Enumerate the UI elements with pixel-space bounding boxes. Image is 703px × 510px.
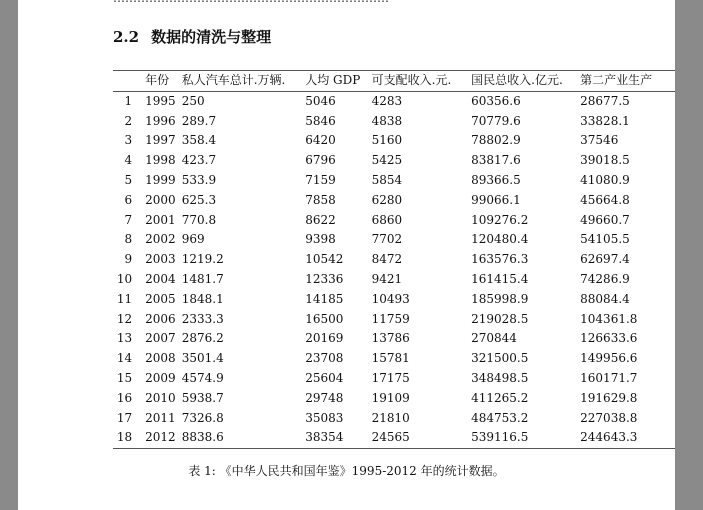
cell-gross-national-income: 321500.5 xyxy=(471,351,529,366)
cell-secondary-industry: 28677.5 xyxy=(580,93,630,108)
cell-private-cars: 533.9 xyxy=(181,172,217,187)
cell-secondary-industry: 149956.6 xyxy=(580,351,638,366)
cell-secondary-industry: 244643.3 xyxy=(580,430,638,445)
cell-disposable-income: 19109 xyxy=(371,390,410,405)
column-header-disposable-income: 可支配收入.元. xyxy=(371,73,452,87)
cell-year: 2008 xyxy=(145,351,176,366)
cell-secondary-industry: 39018.5 xyxy=(580,153,630,168)
cell-gross-national-income: 411265.2 xyxy=(471,390,529,405)
cell-secondary-industry: 88084.4 xyxy=(580,291,630,306)
table-row xyxy=(113,230,675,250)
cell-secondary-industry: 126633.6 xyxy=(580,331,638,346)
cell-private-cars: 3501.4 xyxy=(181,351,224,366)
cell-secondary-industry: 49660.7 xyxy=(580,212,630,227)
cell-gross-national-income: 185998.9 xyxy=(471,291,529,306)
table-row xyxy=(113,329,675,349)
cell-gross-national-income: 161415.4 xyxy=(471,271,529,286)
cell-year: 2011 xyxy=(145,410,176,425)
cell-gross-national-income: 70779.6 xyxy=(471,113,521,128)
cell-secondary-industry: 33828.1 xyxy=(580,113,630,128)
cell-private-cars: 1481.7 xyxy=(181,271,224,286)
cell-year: 1995 xyxy=(145,93,176,108)
cell-gross-national-income: 99066.1 xyxy=(471,192,521,207)
cell-row-index: 7 xyxy=(124,212,133,227)
cell-row-index: 9 xyxy=(124,252,133,267)
cell-gross-national-income: 83817.6 xyxy=(471,153,521,168)
cell-secondary-industry: 45664.8 xyxy=(580,192,630,207)
table-body xyxy=(113,91,675,448)
cell-secondary-industry: 54105.5 xyxy=(580,232,630,247)
cell-private-cars: 2876.2 xyxy=(181,331,224,346)
cell-gdp-per-capita: 25604 xyxy=(305,370,344,385)
cell-gdp-per-capita: 14185 xyxy=(305,291,344,306)
cell-disposable-income: 4838 xyxy=(371,113,403,128)
cell-private-cars: 5938.7 xyxy=(181,390,224,405)
table-row xyxy=(113,389,675,409)
cell-gross-national-income: 60356.6 xyxy=(471,93,521,108)
cell-gdp-per-capita: 16500 xyxy=(305,311,344,326)
table-row xyxy=(113,191,675,211)
cell-disposable-income: 5854 xyxy=(371,172,403,187)
cell-gdp-per-capita: 5046 xyxy=(305,93,336,108)
cell-secondary-industry: 74286.9 xyxy=(580,271,630,286)
cell-disposable-income: 13786 xyxy=(371,331,410,346)
table-row xyxy=(113,270,675,290)
cell-year: 2006 xyxy=(145,311,176,326)
cell-row-index: 17 xyxy=(116,410,133,425)
cell-row-index: 10 xyxy=(116,271,133,286)
cell-row-index: 13 xyxy=(116,331,133,346)
cell-gross-national-income: 89366.5 xyxy=(471,172,521,187)
table-header-row xyxy=(113,71,675,92)
cell-disposable-income: 6860 xyxy=(371,212,403,227)
cell-year: 2003 xyxy=(145,252,176,267)
cell-row-index: 18 xyxy=(116,430,133,445)
cell-secondary-industry: 227038.8 xyxy=(580,410,638,425)
cell-year: 1996 xyxy=(145,113,176,128)
cell-secondary-industry: 104361.8 xyxy=(580,311,638,326)
cell-gdp-per-capita: 9398 xyxy=(305,232,336,247)
cell-row-index: 8 xyxy=(124,232,133,247)
cell-year: 2004 xyxy=(145,271,176,286)
cell-row-index: 14 xyxy=(116,351,133,366)
table-row xyxy=(113,250,675,270)
cell-gross-national-income: 109276.2 xyxy=(471,212,529,227)
cell-row-index: 5 xyxy=(124,172,133,187)
section-title: 数据的清洗与整理 xyxy=(151,28,272,46)
cell-gdp-per-capita: 12336 xyxy=(305,271,344,286)
cell-secondary-industry: 191629.8 xyxy=(580,390,638,405)
cell-disposable-income: 21810 xyxy=(371,410,410,425)
column-header-private-cars: 私人汽车总计.万辆. xyxy=(181,73,286,87)
previous-line-fragment xyxy=(113,0,389,5)
cell-disposable-income: 15781 xyxy=(371,351,410,366)
cell-row-index: 15 xyxy=(116,370,133,385)
column-header-row-index xyxy=(113,71,145,92)
cell-disposable-income: 5425 xyxy=(371,153,403,168)
section-heading xyxy=(113,26,271,47)
cell-disposable-income: 8472 xyxy=(371,252,403,267)
cell-secondary-industry: 41080.9 xyxy=(580,172,630,187)
cell-disposable-income: 4283 xyxy=(371,93,403,108)
table-row xyxy=(113,409,675,429)
cell-private-cars: 358.4 xyxy=(181,133,217,148)
cell-gdp-per-capita: 8622 xyxy=(305,212,336,227)
column-header-gdp-per-capita: 人均 GDP xyxy=(305,73,361,87)
table-row xyxy=(113,369,675,389)
cell-disposable-income: 6280 xyxy=(371,192,403,207)
cell-private-cars: 4574.9 xyxy=(181,370,224,385)
cell-disposable-income: 10493 xyxy=(371,291,410,306)
table-row xyxy=(113,151,675,171)
cell-gdp-per-capita: 23708 xyxy=(305,351,344,366)
cell-row-index: 11 xyxy=(116,291,133,306)
cell-private-cars: 625.3 xyxy=(181,192,217,207)
cell-private-cars: 289.7 xyxy=(181,113,217,128)
cell-gross-national-income: 270844 xyxy=(471,331,517,346)
cell-row-index: 16 xyxy=(116,390,133,405)
document-page xyxy=(18,0,675,510)
cell-year: 1997 xyxy=(145,133,176,148)
cell-year: 2000 xyxy=(145,192,176,207)
cell-private-cars: 1848.1 xyxy=(181,291,224,306)
cell-year: 2009 xyxy=(145,370,176,385)
cell-row-index: 2 xyxy=(124,113,133,128)
table-row xyxy=(113,91,675,111)
table-row xyxy=(113,171,675,191)
cell-year: 2007 xyxy=(145,331,176,346)
column-header-gross-national-income: 国民总收入.亿元. xyxy=(471,73,563,87)
cell-private-cars: 1219.2 xyxy=(181,252,224,267)
table-row xyxy=(113,112,675,132)
cell-gdp-per-capita: 20169 xyxy=(305,331,344,346)
cell-row-index: 6 xyxy=(124,192,133,207)
cell-disposable-income: 5160 xyxy=(371,133,403,148)
cell-gdp-per-capita: 6796 xyxy=(305,153,336,168)
table-row xyxy=(113,290,675,310)
cell-row-index: 4 xyxy=(124,153,133,168)
cell-year: 2012 xyxy=(145,430,176,445)
table-row xyxy=(113,211,675,231)
cell-gross-national-income: 120480.4 xyxy=(471,232,529,247)
column-header-secondary-industry: 第二产业生产 xyxy=(580,73,653,87)
cell-gdp-per-capita: 7858 xyxy=(305,192,336,207)
cell-row-index: 12 xyxy=(116,311,133,326)
cell-secondary-industry: 37546 xyxy=(580,133,619,148)
cell-gdp-per-capita: 6420 xyxy=(305,133,336,148)
cell-year: 1999 xyxy=(145,172,176,187)
cell-gdp-per-capita: 38354 xyxy=(305,430,344,445)
cell-gross-national-income: 163576.3 xyxy=(471,252,529,267)
cell-gdp-per-capita: 7159 xyxy=(305,172,336,187)
cell-row-index: 3 xyxy=(124,133,133,148)
table-caption: 表 1: 《中华人民共和国年鉴》1995-2012 年的统计数据。 xyxy=(188,464,505,478)
cell-private-cars: 8838.6 xyxy=(181,430,224,445)
statistics-table xyxy=(113,70,675,449)
cell-disposable-income: 24565 xyxy=(371,430,410,445)
cell-gross-national-income: 348498.5 xyxy=(471,370,529,385)
cell-gdp-per-capita: 5846 xyxy=(305,113,336,128)
cell-disposable-income: 9421 xyxy=(371,271,403,286)
column-header-year: 年份 xyxy=(145,73,170,87)
cell-year: 2002 xyxy=(145,232,176,247)
cell-gross-national-income: 539116.5 xyxy=(471,430,529,445)
cell-year: 2005 xyxy=(145,291,176,306)
cell-private-cars: 7326.8 xyxy=(181,410,224,425)
cell-gross-national-income: 484753.2 xyxy=(471,410,529,425)
cell-private-cars: 2333.3 xyxy=(181,311,224,326)
cell-gross-national-income: 219028.5 xyxy=(471,311,529,326)
cell-row-index: 1 xyxy=(124,93,133,108)
cell-secondary-industry: 62697.4 xyxy=(580,252,630,267)
cell-disposable-income: 17175 xyxy=(371,370,410,385)
table-row xyxy=(113,349,675,369)
cell-year: 2010 xyxy=(145,390,176,405)
statistics-table-wrapper xyxy=(113,70,675,449)
cell-year: 1998 xyxy=(145,153,176,168)
cell-disposable-income: 11759 xyxy=(371,311,410,326)
table-row xyxy=(113,428,675,448)
cell-gdp-per-capita: 29748 xyxy=(305,390,344,405)
cell-secondary-industry: 160171.7 xyxy=(580,370,638,385)
section-number: 2.2 xyxy=(113,28,140,46)
table-header xyxy=(113,71,675,92)
cell-gross-national-income: 78802.9 xyxy=(471,133,521,148)
cell-gdp-per-capita: 10542 xyxy=(305,252,344,267)
cell-private-cars: 423.7 xyxy=(181,153,217,168)
cell-gdp-per-capita: 35083 xyxy=(305,410,344,425)
cell-year: 2001 xyxy=(145,212,176,227)
cell-private-cars: 770.8 xyxy=(181,212,217,227)
cell-private-cars: 969 xyxy=(181,232,205,247)
table-row xyxy=(113,131,675,151)
cell-disposable-income: 7702 xyxy=(371,232,403,247)
table-row xyxy=(113,310,675,330)
cell-private-cars: 250 xyxy=(181,93,205,108)
